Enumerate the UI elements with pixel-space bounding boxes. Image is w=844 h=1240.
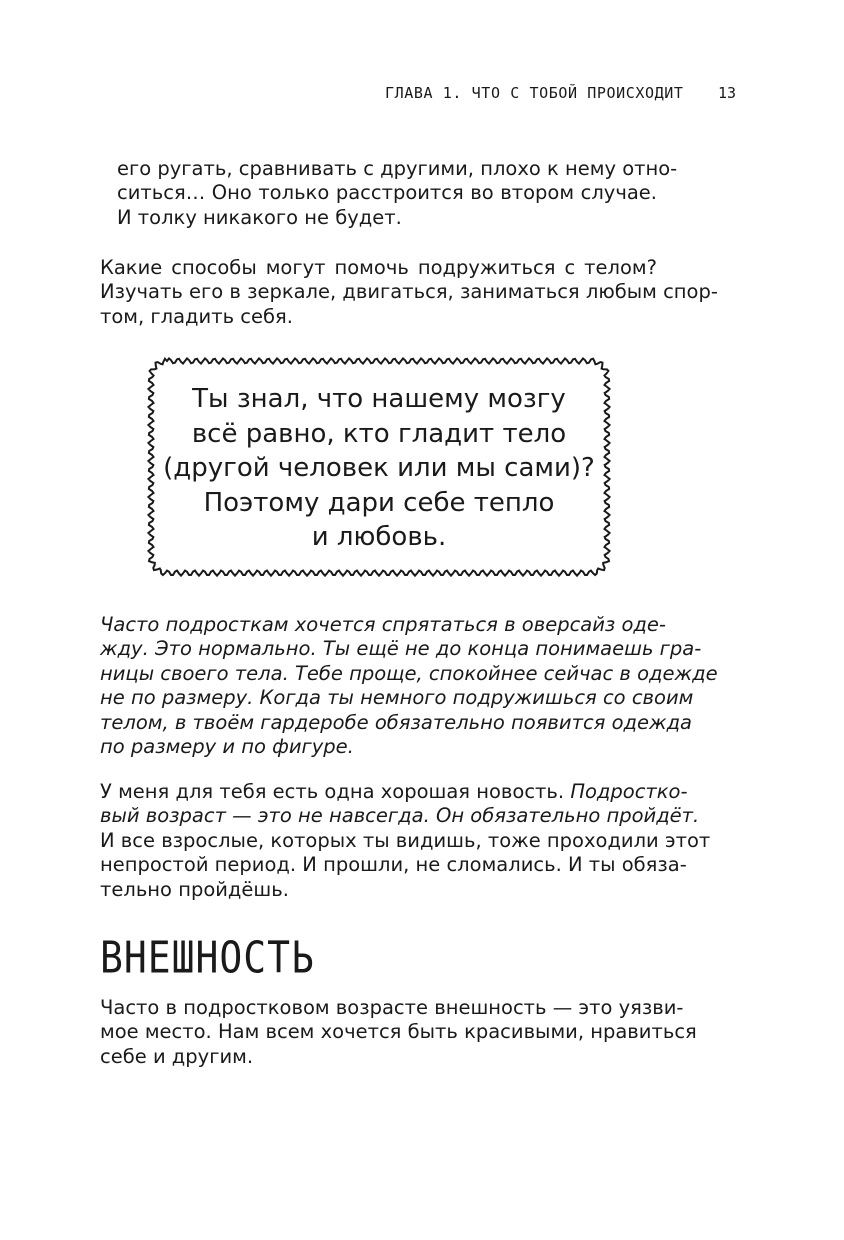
text-normal-run: У меня для тебя есть одна хорошая новость. <box>100 780 571 803</box>
text-line: не по размеру. Когда ты немного подружишься со своим <box>100 686 694 710</box>
text-line: том, гладить себя. <box>100 304 293 328</box>
paragraph-good-news <box>100 780 711 902</box>
callout-line: и любовь. <box>311 522 447 552</box>
text-line <box>100 780 688 804</box>
text-line: И толку никакого не будет. <box>117 205 402 229</box>
text-italic-run: Подростко- <box>570 780 688 803</box>
text-line: жду. Это нормально. Ты ещё не до конца понимаешь гра- <box>100 637 702 661</box>
text-line: мое место. Нам всем хочется быть красивыми, нравиться <box>100 1020 697 1044</box>
paragraph-body-continuation <box>117 157 678 230</box>
text-line: непростой период. И прошли, не сломались. И ты обяза- <box>100 853 687 877</box>
text-line: его ругать, сравнивать с другими, плохо к нему отно- <box>117 157 678 180</box>
text-line: по размеру и по фигуре. <box>100 735 354 759</box>
text-line: Какие способы могут помочь подружиться с телом? <box>100 256 657 279</box>
text-line: вый возраст — это не навсегда. Он обязательно пройдёт. <box>100 804 700 828</box>
running-head: ГЛАВА 1. ЧТО С ТОБОЙ ПРОИСХОДИТ <box>385 84 684 102</box>
callout-line: всё равно, кто гладит тело <box>191 418 567 449</box>
callout-line: Ты знал, что нашему мозгу <box>192 384 566 414</box>
text-line: ницы своего тела. Тебе проще, спокойнее сейчас в одежде <box>100 661 718 685</box>
text-line: Изучать его в зеркале, двигаться, заниматься любым спор- <box>100 280 718 304</box>
callout-line: (другой человек или мы сами)? <box>163 453 595 483</box>
text-line: себе и другим. <box>100 1044 254 1068</box>
text-line: ситься… Оно только расстроится во втором случае. <box>117 181 657 205</box>
paragraph-ways-to-befriend-body <box>100 256 718 329</box>
text-line: Часто в подростковом возрасте внешность — это уязви- <box>100 996 684 1019</box>
text-line: тельно пройдёшь. <box>100 877 289 901</box>
text-line: телом, в твоём гардеробе обязательно появится одежда <box>100 710 693 734</box>
text-line: И все взрослые, которых ты видишь, тоже проходили этот <box>100 828 711 852</box>
section-heading: ВНЕШНОСТЬ <box>100 932 315 983</box>
text-line: Часто подросткам хочется спрятаться в оверсайз оде- <box>100 613 666 636</box>
callout-box <box>145 382 613 555</box>
callout-line: Поэтому дари себе тепло <box>203 487 555 518</box>
paragraph-oversize-clothes <box>100 613 718 759</box>
page-number: 13 <box>718 84 737 102</box>
paragraph-appearance <box>100 996 697 1069</box>
